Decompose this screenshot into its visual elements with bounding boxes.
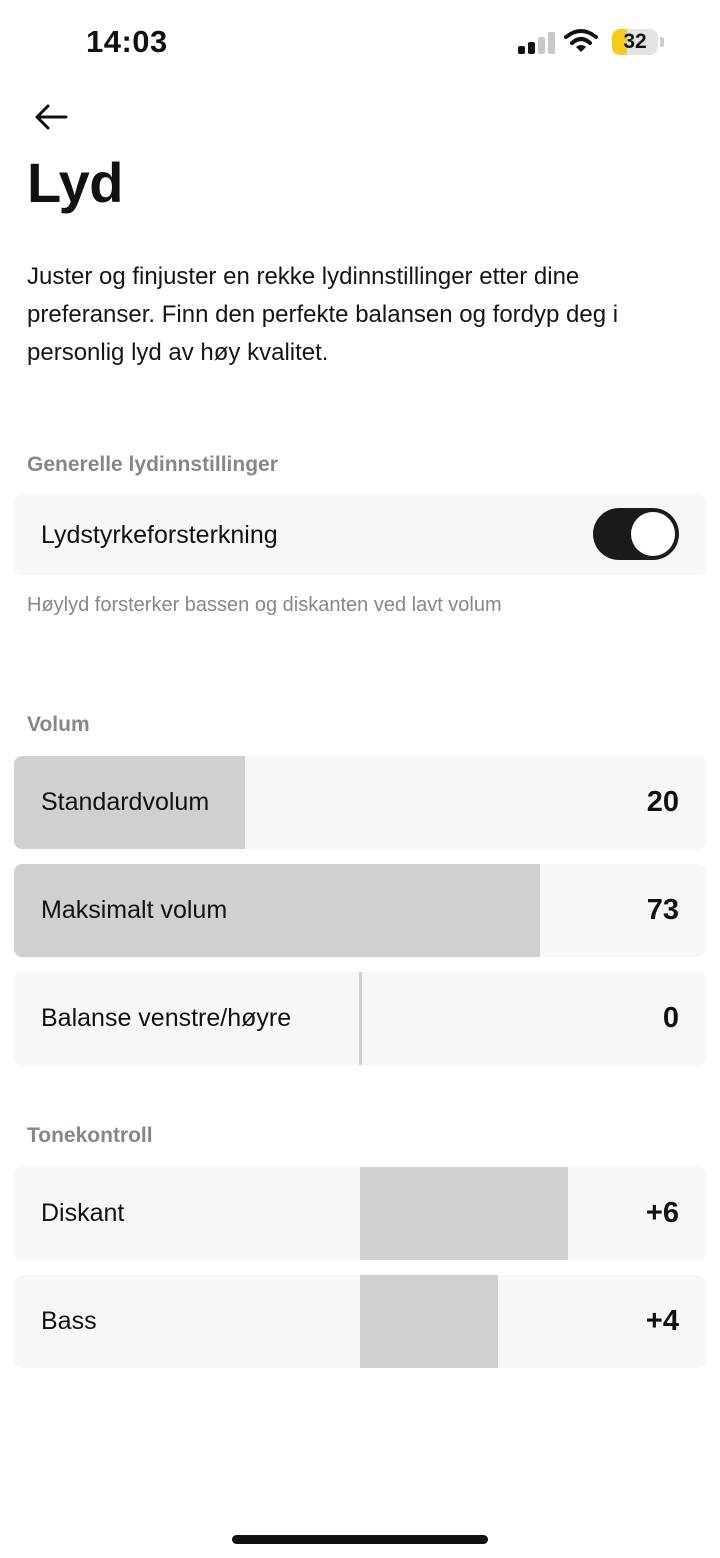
status-bar (0, 0, 720, 88)
slider-value: 73 (646, 894, 679, 926)
section-title-volume: Volum (27, 713, 90, 736)
slider-fill (360, 1167, 568, 1260)
slider-value: +6 (645, 1197, 679, 1229)
standard-volume-slider[interactable] (14, 756, 706, 849)
slider-label: Bass (41, 1307, 97, 1335)
home-indicator[interactable] (232, 1535, 488, 1544)
loudness-helper-text: Høylyd forsterker bassen og diskanten ved lavt volum (27, 594, 502, 616)
loudness-row (14, 495, 706, 575)
loudness-label: Lydstyrkeforsterkning (41, 520, 278, 549)
cellular-signal-icon (518, 32, 556, 54)
slider-label: Diskant (41, 1199, 125, 1227)
page-description: Juster og finjuster en rekke lydinnstillinger etter dine preferanser. Finn den perfekte balansen og fordyp deg i personlig lyd av høy kvalitet. (27, 263, 619, 366)
battery-tip (660, 37, 664, 47)
section-title-tone: Tonekontroll (27, 1124, 153, 1147)
slider-value: +4 (645, 1305, 679, 1337)
slider-value: 0 (662, 1002, 679, 1034)
slider-center-line (359, 972, 362, 1065)
status-time: 14:03 (86, 24, 168, 59)
slider-label: Balanse venstre/høyre (41, 1004, 292, 1032)
battery-level: 32 (623, 30, 647, 53)
treble-slider[interactable] (14, 1167, 706, 1260)
wifi-icon (564, 28, 598, 54)
max-volume-slider[interactable] (14, 864, 706, 957)
loudness-toggle[interactable] (593, 508, 679, 560)
bass-slider[interactable] (14, 1275, 706, 1368)
slider-fill (360, 1275, 498, 1368)
section-title-general: Generelle lydinnstillinger (27, 453, 278, 476)
back-button[interactable] (26, 92, 76, 142)
battery-icon (612, 29, 658, 55)
arrow-left-icon (34, 103, 68, 131)
toggle-knob (631, 512, 675, 556)
slider-value: 20 (646, 786, 679, 818)
balance-slider[interactable] (14, 972, 706, 1065)
page-title: Lyd (27, 151, 123, 214)
slider-label: Maksimalt volum (41, 896, 228, 924)
slider-label: Standardvolum (41, 788, 210, 816)
